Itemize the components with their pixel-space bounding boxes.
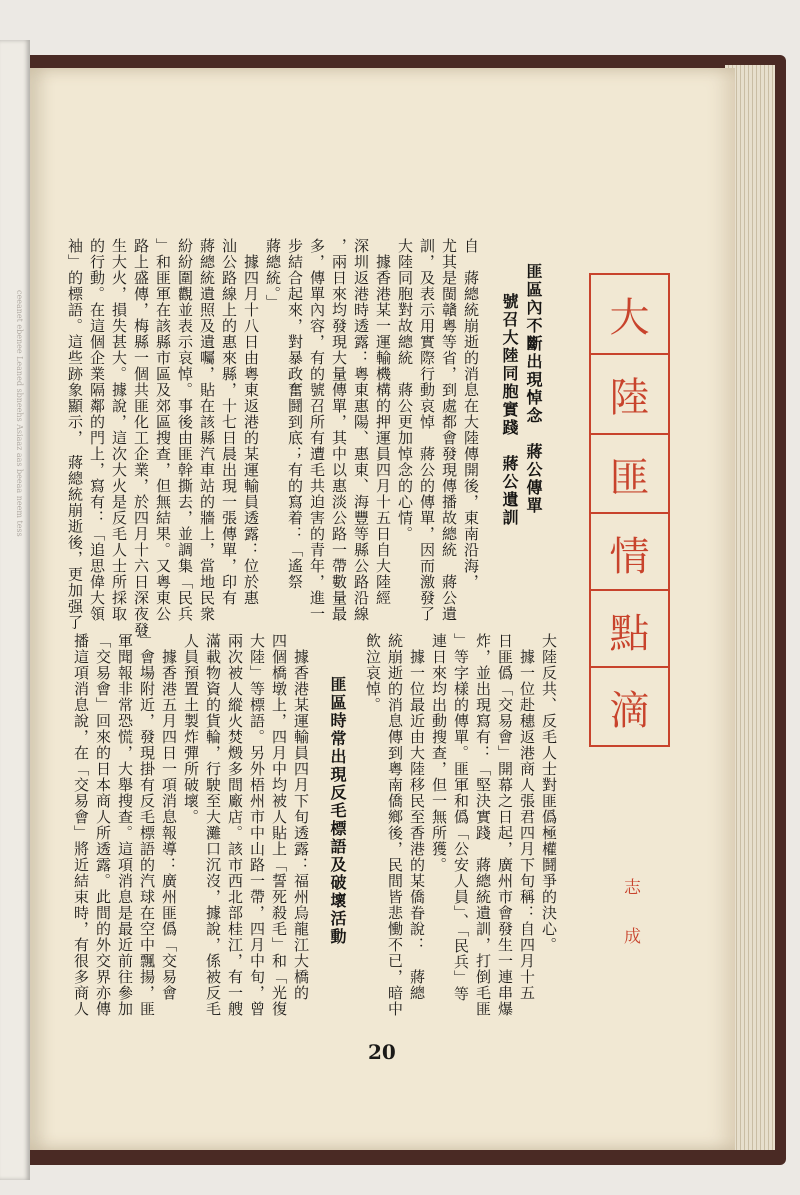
article-heading-1: 匪區內不斷出現悼念 蔣公傳單 bbox=[524, 263, 543, 515]
column-title-char: 大 bbox=[609, 294, 650, 341]
article-body-2: 大陸反共、反毛人士對匪僞極權鬪爭的決心。 據一位赴穗返港商人張君四月下旬稱：自四月十五 日匪僞「交易會」開幕之日起，廣州市會發生一連串爆 炸，並出現寫有：「堅決實踐 蔣總統遺訓，打倒毛匪 」等字樣的傳單。匪軍和僞「公安人員」、「民兵」等 連日來均出動搜查，但一無所獲。 據一位最近由大陸移民至香港的某僑眷說： 蔣總 統崩逝的消息傳到粵南僑鄉後，民間皆悲慟不已，暗中 飲泣哀悼。 bbox=[364, 633, 558, 1017]
column-title-char: 匪 bbox=[609, 454, 650, 501]
column-title-char: 點 bbox=[609, 610, 650, 657]
article-heading-3: 匪區時常出現反毛標語及破壞活動 bbox=[328, 676, 347, 946]
book-page bbox=[30, 68, 735, 1150]
author-byline: 志成 bbox=[620, 878, 640, 976]
article-body-1: 自 蔣總統崩逝的消息在大陸傳開後，東南沿海， 尤其是閩贛粵等省，到處都會發現傳播故總統 蔣公遺 訓，及表示用實際行動哀悼 蔣公的傳單，因而激發了 大陸同胞對故總統 蔣公更加悼念的心情。 據香港某一運輸機構的押運員四月十五日自大陸經 深圳返港時透露：粵東惠陽、惠東、海豐等縣公路沿線 ，兩日來均發現大量傳單，其中以惠淡公路一帶數量最 多，傳單內容，有的號召所有遭毛共迫害的青年，進一 步結合起來，對暴政奮鬪到底；有的寫着：「遙祭 蔣總統。」 據四月十八日由粵東返港的某運輸員透露：位於惠 汕公路線上的惠來縣，十七日晨出現一張傳單，印有 蔣總統遺照及遺囑，貼在該縣汽車站的牆上，當地民衆 紛紛圍觀並表示哀悼。事後由匪幹撕去，並調集「民兵 」和匪軍在該縣市區及郊區搜查，但無結果。又粵東公 路上盛傳，梅縣一個共匪化工企業，於四月十六日深夜發 生大火，損失甚大。據說，這次大火是反毛人士所採取 的行動。在這個企業隔鄰的門上，寫有：「追思偉大領 袖」的標語。這些跡象顯示， 蔣總統崩逝後，更加强了 bbox=[66, 238, 480, 638]
article-body-3: 據香港某運輸員四月下旬透露：福州烏龍江大橋的 四個橋墩上，四月中均被人貼上「誓死殺毛」和「光復 大陸」等標語。另外梧州市中山路一帶，四月中旬，曾 兩次被人縱火焚燬多間廠店。該市西北部桂江，有一艘 滿載物資的貨輪，行駛至大灘口沉沒，據說，係被反毛 人員預置土製炸彈所破壞。 據香港五月四日一項消息報導：廣州匪僞「交易會 」會場附近，發現掛有反毛標語的汽球在空中飄揚，匪 軍聞報非常恐慌，大舉搜查。這項消息是最近前往參加 「交易會」回來的日本商人所透露。此間的外交界亦傳 播這項消息說，在「交易會」將近結束時，有很多商人 bbox=[72, 633, 310, 1017]
column-title-char: 情 bbox=[609, 533, 650, 580]
article-heading-2: 號召大陸同胞實踐 蔣公遺訓 bbox=[500, 293, 519, 527]
bleed-through-text: ceeanet ebenee Leaned sbneehs Asiaaz aas beeaa neem tess bbox=[15, 290, 24, 537]
column-title-banner bbox=[589, 273, 670, 747]
column-title-char: 陸 bbox=[609, 374, 650, 421]
column-title-char: 滴 bbox=[609, 687, 650, 734]
page-number: 20 bbox=[368, 1040, 396, 1064]
left-page-edge bbox=[0, 40, 30, 1180]
